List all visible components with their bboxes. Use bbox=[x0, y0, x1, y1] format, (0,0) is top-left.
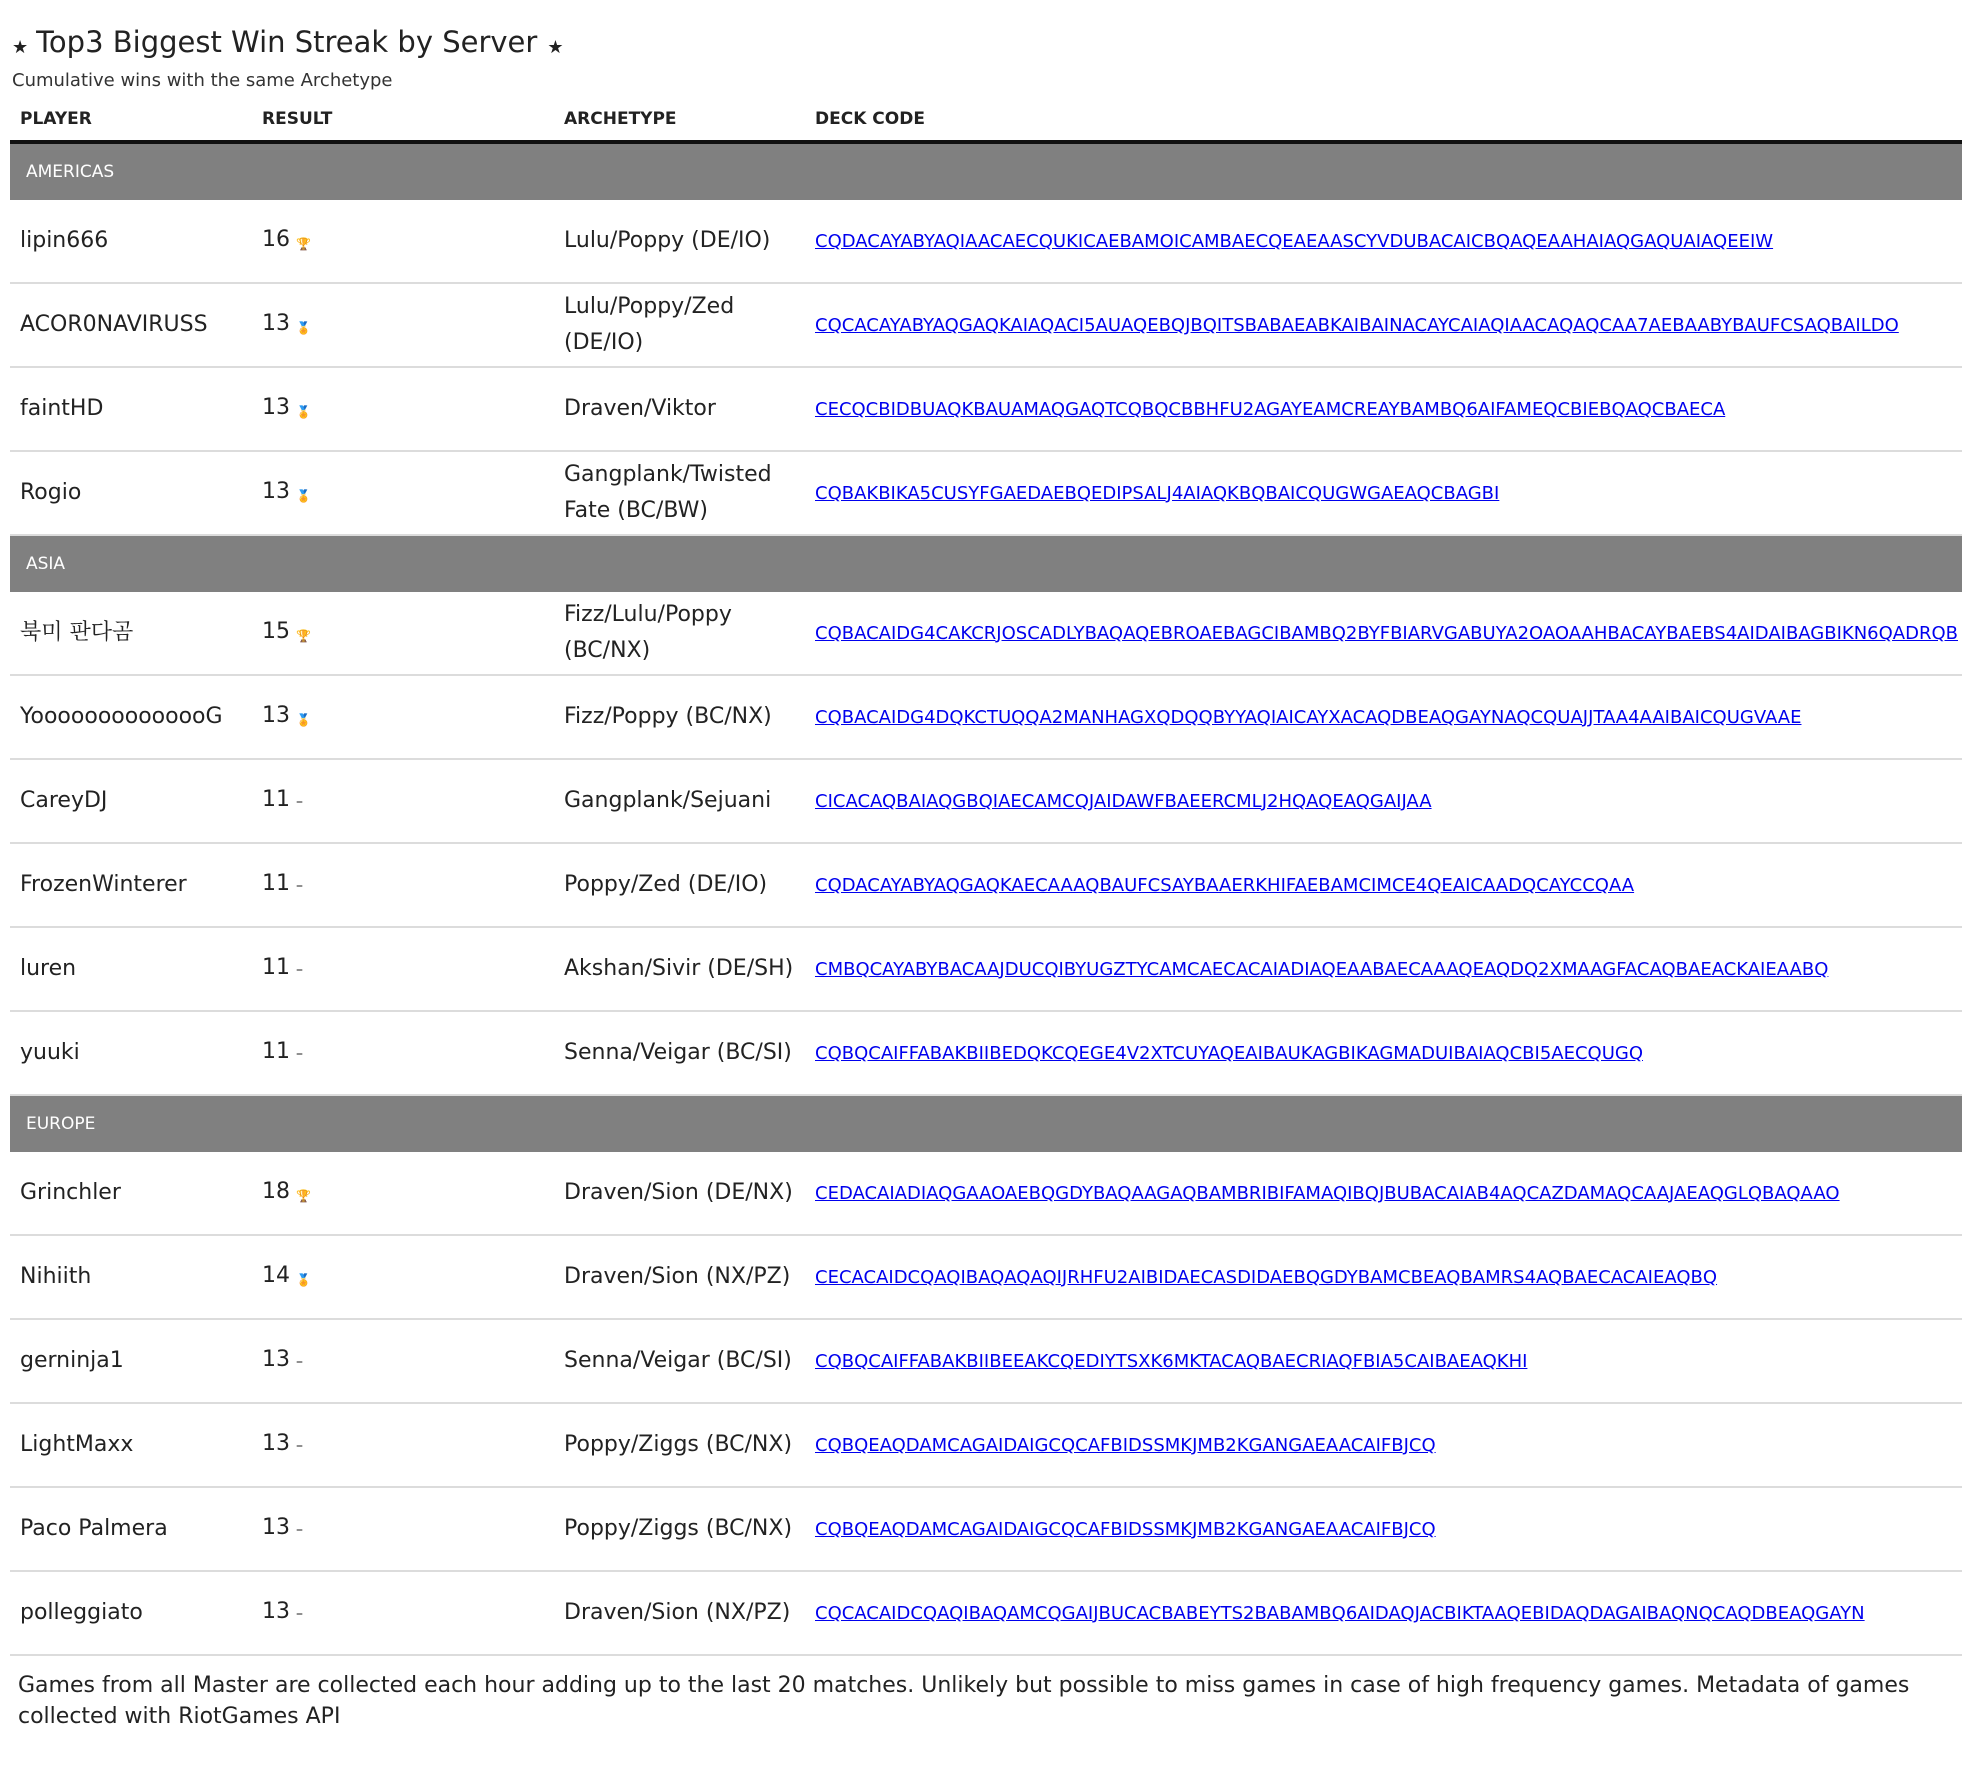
result-value: 13 bbox=[262, 1515, 290, 1540]
table-row bbox=[10, 1403, 1962, 1487]
deck-code-link[interactable]: CECQCBIDBUAQKBAUAMAQGAQTCQBQCBBHFU2AGAYEAMCREAYBAMBQ6AIFAMEQCBIEBQAQCBAECA bbox=[815, 398, 1726, 420]
deck-code-cell bbox=[805, 1235, 1962, 1319]
archetype: Senna/Veigar (BC/SI) bbox=[554, 1319, 805, 1403]
table-header bbox=[10, 98, 1962, 142]
result-value: 13 bbox=[262, 703, 290, 728]
trophy-icon: 🏆 bbox=[296, 237, 311, 251]
table-row bbox=[10, 200, 1962, 283]
archetype: Akshan/Sivir (DE/SH) bbox=[554, 927, 805, 1011]
win-streak-table bbox=[10, 98, 1962, 1656]
server-name: EUROPE bbox=[10, 1095, 1962, 1152]
table-row bbox=[10, 1487, 1962, 1571]
table-body bbox=[10, 142, 1962, 1655]
player-name: luren bbox=[10, 927, 252, 1011]
deck-code-link[interactable]: CQBAKBIKA5CUSYFGAEDAEBQEDIPSALJ4AIAQKBQBAICQUGWGAEAQCBAGBI bbox=[815, 482, 1500, 504]
result-cell bbox=[252, 1487, 554, 1571]
table-row bbox=[10, 1235, 1962, 1319]
medal-icon: 🏅 bbox=[296, 321, 311, 335]
archetype: Poppy/Zed (DE/IO) bbox=[554, 843, 805, 927]
archetype: Poppy/Ziggs (BC/NX) bbox=[554, 1487, 805, 1571]
player-name: gerninja1 bbox=[10, 1319, 252, 1403]
player-name: YoooooooooooooG bbox=[10, 675, 252, 759]
medal-icon: 🏅 bbox=[296, 713, 311, 727]
table-row bbox=[10, 927, 1962, 1011]
server-group-header bbox=[10, 535, 1962, 592]
archetype: Senna/Veigar (BC/SI) bbox=[554, 1011, 805, 1095]
page-title bbox=[10, 0, 1962, 62]
deck-code-link[interactable]: CQCACAYABYAQGAQKAIAQACI5AUAQEBQJBQITSBABAEABKAIBAINACAYCAIAQIAACAQAQCAA7AEBAABYBAUFCSAQBAILDO bbox=[815, 314, 1899, 336]
result-cell bbox=[252, 1571, 554, 1655]
archetype: Poppy/Ziggs (BC/NX) bbox=[554, 1403, 805, 1487]
archetype: Draven/Sion (NX/PZ) bbox=[554, 1235, 805, 1319]
result-cell bbox=[252, 675, 554, 759]
table-row bbox=[10, 451, 1962, 535]
table-row bbox=[10, 759, 1962, 843]
deck-code-link[interactable]: CQBQEAQDAMCAGAIDAIGCQCAFBIDSSMKJMB2KGANGAEAACAIFBJCQ bbox=[815, 1434, 1436, 1456]
deck-code-cell bbox=[805, 367, 1962, 451]
archetype: Fizz/Poppy (BC/NX) bbox=[554, 675, 805, 759]
dash-icon: – bbox=[296, 1354, 303, 1370]
result-value: 13 bbox=[262, 1431, 290, 1456]
dash-icon: – bbox=[296, 794, 303, 810]
dash-icon: – bbox=[296, 878, 303, 894]
table-row bbox=[10, 1152, 1962, 1235]
deck-code-cell bbox=[805, 1011, 1962, 1095]
table-row bbox=[10, 283, 1962, 367]
player-name: CareyDJ bbox=[10, 759, 252, 843]
result-cell bbox=[252, 759, 554, 843]
player-name: Nihiith bbox=[10, 1235, 252, 1319]
deck-code-cell bbox=[805, 283, 1962, 367]
deck-code-cell bbox=[805, 592, 1962, 675]
footer-note: Games from all Master are collected each hour adding up to the last 20 matches. Unlikely but possible to miss games in case of high frequency games. Metadata of games collected with RiotGames API bbox=[18, 1673, 1910, 1729]
result-cell bbox=[252, 283, 554, 367]
result-value: 13 bbox=[262, 395, 290, 420]
deck-code-cell bbox=[805, 1571, 1962, 1655]
player-name: Grinchler bbox=[10, 1152, 252, 1235]
dash-icon: – bbox=[296, 962, 303, 978]
table-row bbox=[10, 367, 1962, 451]
dash-icon: – bbox=[296, 1522, 303, 1538]
result-value: 11 bbox=[262, 871, 290, 896]
server-group-header bbox=[10, 1095, 1962, 1152]
archetype: Fizz/Lulu/Poppy (BC/NX) bbox=[554, 592, 805, 675]
deck-code-link[interactable]: CQBQEAQDAMCAGAIDAIGCQCAFBIDSSMKJMB2KGANGAEAACAIFBJCQ bbox=[815, 1518, 1436, 1540]
table-row bbox=[10, 1011, 1962, 1095]
result-cell bbox=[252, 1011, 554, 1095]
column-header-archetype: ARCHETYPE bbox=[554, 98, 805, 142]
archetype: Draven/Viktor bbox=[554, 367, 805, 451]
player-name: lipin666 bbox=[10, 200, 252, 283]
result-cell bbox=[252, 1319, 554, 1403]
result-cell bbox=[252, 367, 554, 451]
player-name: 북미 판다곰 bbox=[10, 592, 252, 675]
deck-code-link[interactable]: CQBQCAIFFABAKBIIBEEAKCQEDIYTSXK6MKTACAQBAECRIAQFBIA5CAIBAEAQKHI bbox=[815, 1350, 1528, 1372]
result-value: 11 bbox=[262, 955, 290, 980]
deck-code-link[interactable]: CQCACAIDCQAQIBAQAMCQGAIJBUCACBABEYTS2BABAMBQ6AIDAQJACBIKTAAQEBIDAQDAGAIBAQNQCAQDBEAQGAYN bbox=[815, 1602, 1865, 1624]
result-value: 16 bbox=[262, 227, 290, 252]
table-row bbox=[10, 1319, 1962, 1403]
player-name: FrozenWinterer bbox=[10, 843, 252, 927]
result-value: 13 bbox=[262, 1347, 290, 1372]
player-name: ACOR0NAVIRUSS bbox=[10, 283, 252, 367]
medal-icon: 🏅 bbox=[296, 405, 311, 419]
player-name: LightMaxx bbox=[10, 1403, 252, 1487]
result-value: 14 bbox=[262, 1263, 290, 1288]
deck-code-cell bbox=[805, 1319, 1962, 1403]
page-subtitle: Cumulative wins with the same Archetype bbox=[12, 70, 393, 91]
result-value: 15 bbox=[262, 619, 290, 644]
result-value: 13 bbox=[262, 1599, 290, 1624]
deck-code-link[interactable]: CQBACAIDG4DQKCTUQQA2MANHAGXQDQQBYYAQIAICAYXACAQDBEAQGAYNAQCQUAJJTAA4AAIBAICQUGVAAE bbox=[815, 706, 1802, 728]
deck-code-link[interactable]: CQBACAIDG4CAKCRJOSCADLYBAQAQEBROAEBAGCIBAMBQ2BYFBIARVGABUYA2OAOAAHBACAYBAEBS4AIDAIBAGBIKN6QADRQB bbox=[815, 622, 1958, 644]
trophy-icon: 🏆 bbox=[296, 629, 311, 643]
result-cell bbox=[252, 451, 554, 535]
server-name: ASIA bbox=[10, 535, 1962, 592]
result-value: 18 bbox=[262, 1179, 290, 1204]
archetype: Lulu/Poppy/Zed (DE/IO) bbox=[554, 283, 805, 367]
deck-code-cell bbox=[805, 200, 1962, 283]
player-name: Rogio bbox=[10, 451, 252, 535]
player-name: Paco Palmera bbox=[10, 1487, 252, 1571]
dash-icon: – bbox=[296, 1046, 303, 1062]
player-name: polleggiato bbox=[10, 1571, 252, 1655]
table-row bbox=[10, 675, 1962, 759]
result-value: 11 bbox=[262, 1039, 290, 1064]
result-value: 13 bbox=[262, 311, 290, 336]
archetype: Lulu/Poppy (DE/IO) bbox=[554, 200, 805, 283]
result-value: 13 bbox=[262, 479, 290, 504]
dash-icon: – bbox=[296, 1606, 303, 1622]
result-cell bbox=[252, 592, 554, 675]
star-icon: ★ bbox=[12, 36, 29, 58]
table-row bbox=[10, 592, 1962, 675]
result-cell bbox=[252, 200, 554, 283]
player-name: faintHD bbox=[10, 367, 252, 451]
dash-icon: – bbox=[296, 1438, 303, 1454]
result-cell bbox=[252, 927, 554, 1011]
deck-code-cell bbox=[805, 675, 1962, 759]
deck-code-cell bbox=[805, 843, 1962, 927]
deck-code-link[interactable]: CQBQCAIFFABAKBIIBEDQKCQEGE4V2XTCUYAQEAIBAUKAGBIKAGMADUIBAIAQCBI5AECQUGQ bbox=[815, 1042, 1643, 1064]
trophy-icon: 🏆 bbox=[296, 1189, 311, 1203]
deck-code-link[interactable]: CEDACAIADIAQGAAOAEBQGDYBAQAAGAQBAMBRIBIFAMAQIBQJBUBACAIAB4AQCAZDAMAQCAAJAEAQGLQBAQAAO bbox=[815, 1182, 1840, 1204]
deck-code-link[interactable]: CQDACAYABYAQIAACAECQUKICAEBAMOICAMBAECQEAEAASCYVDUBACAICBQAQEAAHAIAQGAQUAIAQEEIW bbox=[815, 230, 1774, 252]
deck-code-cell bbox=[805, 1487, 1962, 1571]
result-cell bbox=[252, 1152, 554, 1235]
deck-code-link[interactable]: CMBQCAYABYBACAAJDUCQIBYUGZTYCAMCAECACAIADIAQEAABAECAAAQEAQDQ2XMAAGFACAQBAEACKAIEAABQ bbox=[815, 958, 1829, 980]
deck-code-link[interactable]: CECACAIDCQAQIBAQAQAQIJRHFU2AIBIDAECASDIDAEBQGDYBAMCBEAQBAMRS4AQBAECACAIEAQBQ bbox=[815, 1266, 1718, 1288]
result-cell bbox=[252, 843, 554, 927]
archetype: Gangplank/Sejuani bbox=[554, 759, 805, 843]
server-group-header bbox=[10, 142, 1962, 200]
deck-code-cell bbox=[805, 927, 1962, 1011]
result-value: 11 bbox=[262, 787, 290, 812]
star-icon: ★ bbox=[547, 36, 564, 58]
archetype: Draven/Sion (NX/PZ) bbox=[554, 1571, 805, 1655]
archetype: Draven/Sion (DE/NX) bbox=[554, 1152, 805, 1235]
table-row bbox=[10, 1571, 1962, 1655]
medal-icon: 🏅 bbox=[296, 1273, 311, 1287]
deck-code-cell bbox=[805, 1403, 1962, 1487]
server-name: AMERICAS bbox=[10, 142, 1962, 200]
deck-code-cell bbox=[805, 759, 1962, 843]
archetype: Gangplank/Twisted Fate (BC/BW) bbox=[554, 451, 805, 535]
table-header-row bbox=[10, 98, 1962, 142]
column-header-deck-code: DECK CODE bbox=[805, 98, 1962, 142]
deck-code-cell bbox=[805, 451, 1962, 535]
deck-code-link[interactable]: CQDACAYABYAQGAQKAECAAAQBAUFCSAYBAAERKHIFAEBAMCIMCE4QEAICAADQCAYCCQAA bbox=[815, 874, 1635, 896]
table-row bbox=[10, 843, 1962, 927]
page-title-text: Top3 Biggest Win Streak by Server bbox=[36, 25, 538, 59]
column-header-result: RESULT bbox=[252, 98, 554, 142]
player-name: yuuki bbox=[10, 1011, 252, 1095]
medal-icon: 🏅 bbox=[296, 489, 311, 503]
result-cell bbox=[252, 1403, 554, 1487]
column-header-player: PLAYER bbox=[10, 98, 252, 142]
deck-code-link[interactable]: CICACAQBAIAQGBQIAECAMCQJAIDAWFBAEERCMLJ2HQAQEAQGAIJAA bbox=[815, 790, 1432, 812]
deck-code-cell bbox=[805, 1152, 1962, 1235]
result-cell bbox=[252, 1235, 554, 1319]
